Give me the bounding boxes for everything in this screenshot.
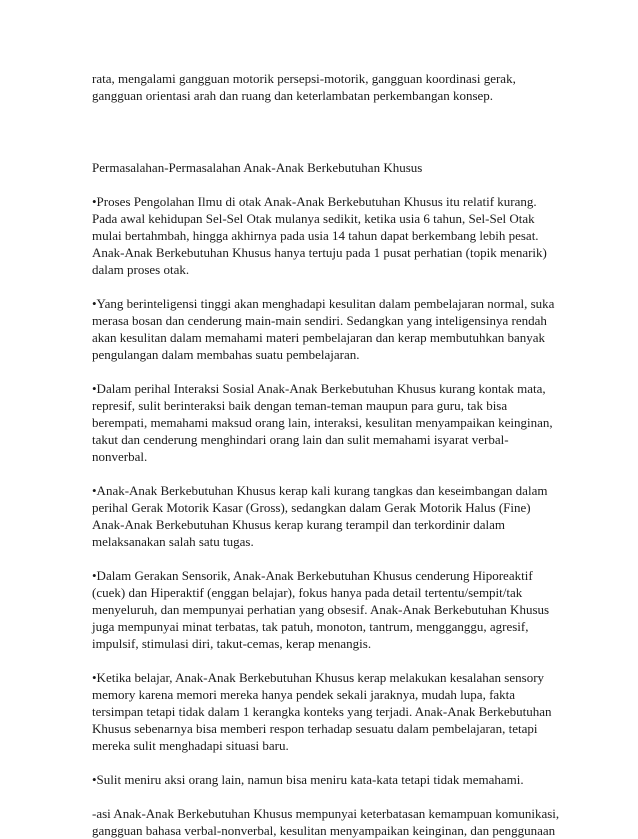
text-line: mereka sulit menghadapi situasi baru. (92, 738, 289, 753)
text-line: Khusus sebenarnya bisa memberi respon terhadap sesuatu dalam pembelajaran, tetapi (92, 721, 538, 736)
text-line: memory karena memori mereka hanya pendek sekali jaraknya, mudah lupa, fakta (92, 687, 516, 702)
intro-paragraph (92, 70, 552, 104)
heading-text: Permasalahan-Permasalahan Anak-Anak Berkebutuhan Khusus (92, 160, 423, 175)
document-page (92, 70, 560, 839)
bullet-paragraph-2 (92, 295, 555, 363)
text-line: represif, sulit berinteraksi baik dengan teman-teman maupun para guru, tak bisa (92, 398, 508, 413)
section-heading (92, 159, 552, 176)
bullet-paragraph-3 (92, 380, 552, 465)
text-line: (cuek) dan Hiperaktif (enggan belajar), fokus hanya pada detail tertentu/sempit/tak (92, 585, 523, 600)
text-line: melaksanakan salah satu tugas. (92, 534, 254, 549)
text-line: •Dalam Gerakan Sensorik, Anak-Anak Berkebutuhan Khusus cenderung Hiporeaktif (92, 568, 533, 583)
text-line: •Yang berinteligensi tinggi akan menghadapi kesulitan dalam pembelajaran normal, suka (92, 296, 555, 311)
bullet-paragraph-5 (92, 567, 552, 652)
text-line: -asi Anak-Anak Berkebutuhan Khusus mempunyai keterbatasan kemampuan komunikasi, (92, 806, 560, 821)
bullet-paragraph-1 (92, 193, 552, 278)
text-line: takut dan cenderung menghindari orang lain dan sulit memahami isyarat verbal- (92, 432, 509, 447)
bullet-paragraph-7 (92, 771, 552, 788)
text-line: •Sulit meniru aksi orang lain, namun bisa meniru kata-kata tetapi tidak memahami. (92, 772, 524, 787)
text-line: •Anak-Anak Berkebutuhan Khusus kerap kali kurang tangkas dan keseimbangan dalam (92, 483, 548, 498)
bullet-paragraph-4 (92, 482, 552, 550)
text-line: dalam proses otak. (92, 262, 190, 277)
text-line: menyeluruh, dan mempunyai perhatian yang obsesif. Anak-Anak Berkebutuhan Khusus (92, 602, 550, 617)
paragraph-8 (92, 805, 560, 839)
text-line: Pada awal kehidupan Sel-Sel Otak mulanya sedikit, ketika usia 6 tahun, Sel-Sel Otak (92, 211, 535, 226)
text-line: juga mempunyai minat terbatas, tak patuh, monoton, tantrum, mengganggu, agresif, (92, 619, 529, 634)
text-line: berempati, memahami maksud orang lain, interaksi, kesulitan menyampaikan keinginan, (92, 415, 553, 430)
bullet-paragraph-6 (92, 669, 552, 754)
text-line: merasa bosan dan cenderung main-main sendiri. Sedangkan yang inteligensinya rendah (92, 313, 547, 328)
text-line: rata, mengalami gangguan motorik persepsi-motorik, gangguan koordinasi gerak, (92, 71, 516, 86)
text-line: perihal Gerak Motorik Kasar (Gross), sedangkan dalam Gerak Motorik Halus (Fine) (92, 500, 531, 515)
text-line: •Dalam perihal Interaksi Sosial Anak-Anak Berkebutuhan Khusus kurang kontak mata, (92, 381, 546, 396)
text-line: mulai bertahmbah, hingga akhirnya pada usia 14 tahun dapat berkembang lebih pesat. (92, 228, 539, 243)
text-line: nonverbal. (92, 449, 148, 464)
text-line: akan kesulitan dalam memahami materi pembelajaran dan kerap membutuhkan banyak (92, 330, 546, 345)
text-line: impulsif, stimulasi diri, takut-cemas, kerap menangis. (92, 636, 372, 651)
text-line: •Ketika belajar, Anak-Anak Berkebutuhan Khusus kerap melakukan kesalahan sensory (92, 670, 545, 685)
text-line: Anak-Anak Berkebutuhan Khusus hanya tertuju pada 1 pusat perhatian (topik menarik) (92, 245, 547, 260)
text-line: Anak-Anak Berkebutuhan Khusus kerap kurang terampil dan terkordinir dalam (92, 517, 505, 532)
text-line: •Proses Pengolahan Ilmu di otak Anak-Anak Berkebutuhan Khusus itu relatif kurang. (92, 194, 537, 209)
text-line: pengulangan dalam membahas suatu pembelajaran. (92, 347, 360, 362)
text-line: gangguan bahasa verbal-nonverbal, kesulitan menyampaikan keinginan, dan penggunaan (92, 823, 556, 838)
text-line: tersimpan tetapi tidak dalam 1 kerangka konteks yang terjadi. Anak-Anak Berkebutuhan (92, 704, 552, 719)
text-line: gangguan orientasi arah dan ruang dan keterlambatan perkembangan konsep. (92, 88, 494, 103)
